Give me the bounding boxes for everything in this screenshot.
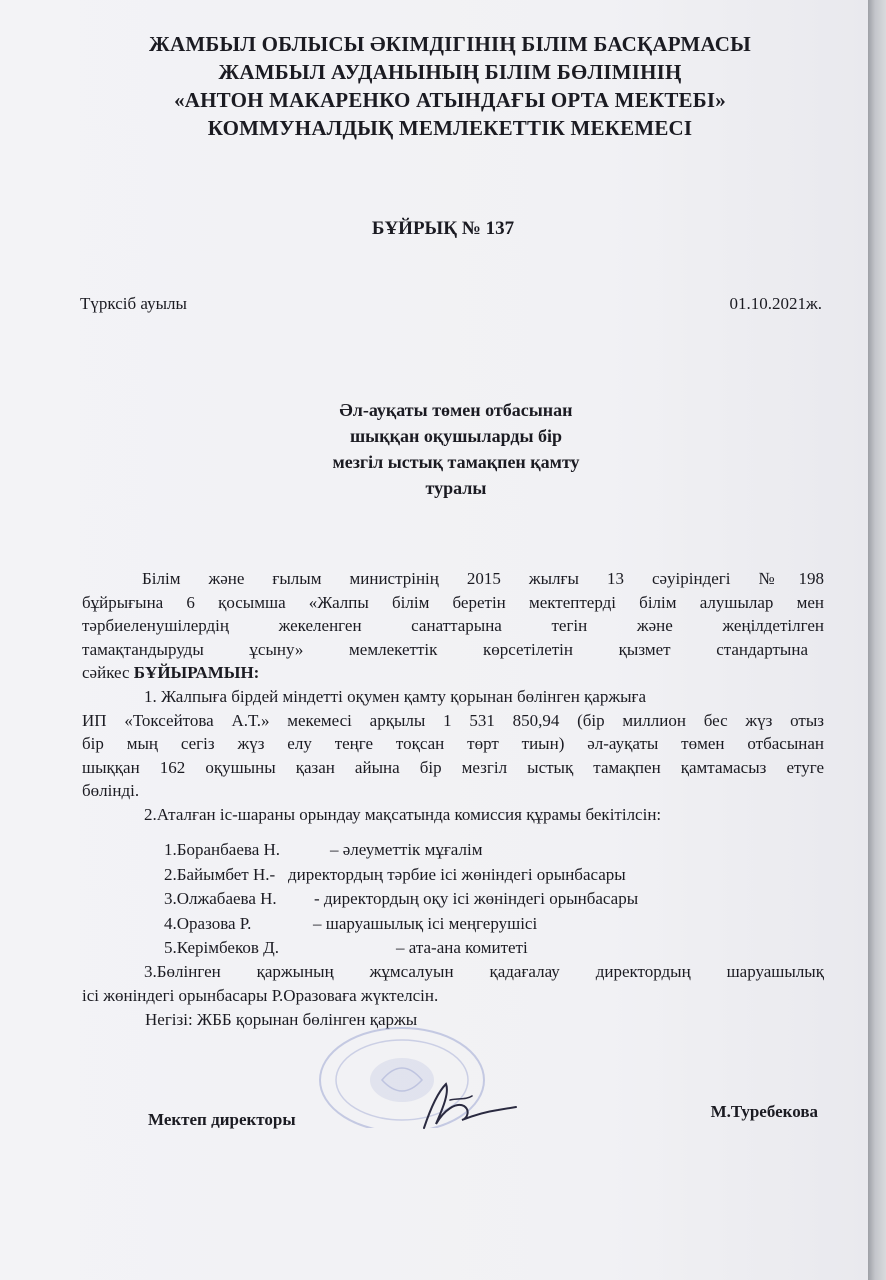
basis-line: Негізі: ЖББ қорынан бөлінген қаржы bbox=[145, 1010, 418, 1029]
member-row bbox=[164, 838, 638, 863]
member-row bbox=[164, 912, 638, 937]
order-title: БҰЙРЫҚ № 137 bbox=[371, 218, 515, 239]
member-name: 5.Керімбеков Д. bbox=[164, 938, 279, 957]
member-role: – ата-ана комитеті bbox=[396, 938, 528, 957]
preamble-last-line bbox=[82, 661, 824, 685]
subject-line: туралы bbox=[425, 478, 487, 498]
institution-header bbox=[60, 30, 840, 142]
preamble-line: бұйрығына 6 қосымша «Жалпы білім беретін мектептерді білім алушылар мен bbox=[82, 592, 824, 612]
subject-line: Әл-ауқаты төмен отбасынан bbox=[339, 400, 573, 420]
member-name: 4.Оразова Р. bbox=[164, 913, 252, 933]
page-edge bbox=[868, 0, 886, 1280]
item2-heading: 2.Аталған іс-шараны орындау мақсатында комиссия құрамы бекітілсін: bbox=[144, 804, 662, 824]
header-line: ЖАМБЫЛ АУДАНЫНЫҢ БІЛІМ БӨЛІМІНІҢ bbox=[218, 60, 682, 84]
member-role: - директордың оқу ісі жөніндегі орынбасары bbox=[314, 889, 639, 908]
item1-line: 1. Жалпыға бірдей міндетті оқумен қамту қорынан бөлінген қаржыға bbox=[144, 687, 647, 706]
commission-members bbox=[164, 838, 638, 961]
order-date: 01.10.2021ж. bbox=[729, 294, 822, 313]
item1-line: ИП «Токсейтова А.Т.» мекемесі арқылы 1 531 850,94 (бір миллион бес жүз отыз bbox=[82, 710, 824, 730]
header-line: «АНТОН МАКАРЕНКО АТЫНДАҒЫ ОРТА МЕКТЕБІ» bbox=[174, 88, 726, 112]
order-subject bbox=[236, 397, 676, 501]
preamble-line: тәрбиеленушілердің жекеленген санаттарына тегін және жеңілдетілген bbox=[82, 616, 824, 635]
director-title: Мектеп директоры bbox=[148, 1110, 296, 1129]
member-name: 2.Байымбет Н.- bbox=[164, 864, 276, 884]
member-row bbox=[164, 936, 638, 961]
item1-line: бір мың сегіз жүз елу теңге тоқсан төрт тиын) әл-ауқаты төмен отбасынан bbox=[82, 734, 824, 753]
member-role: директордың тәрбие ісі жөніндегі орынбасары bbox=[288, 864, 626, 884]
subject-line: мезгіл ыстық тамақпен қамту bbox=[332, 452, 580, 472]
item1-line: шыққан 162 оқушыны қазан айына бір мезгіл ыстық тамақпен қамтамасыз етуге bbox=[82, 757, 824, 777]
item3-line: ісі жөніндегі орынбасары Р.Оразоваға жүктелсін. bbox=[82, 985, 439, 1005]
item-3 bbox=[82, 960, 824, 1007]
subject-line: шыққан оқушыларды бір bbox=[349, 426, 563, 446]
director-signature bbox=[410, 1070, 520, 1140]
member-row bbox=[164, 887, 638, 912]
preamble-paragraph bbox=[82, 567, 824, 685]
director-name: М.Туребекова bbox=[710, 1102, 818, 1121]
order-directive: БҰЙЫРАМЫН: bbox=[133, 663, 260, 682]
member-row bbox=[164, 863, 638, 888]
item1-line: бөлінді. bbox=[82, 781, 140, 800]
preamble-line: Білім және ғылым министрінің 2015 жылғы 13 сәуіріндегі №198 bbox=[142, 569, 824, 588]
member-role: – әлеуметтік мұғалім bbox=[330, 840, 483, 859]
preamble-line: тамақтандыруды ұсыну» мемлекеттік көрсетілетін қызмет стандартына bbox=[82, 639, 808, 659]
item-1 bbox=[82, 685, 824, 826]
header-line: ЖАМБЫЛ ОБЛЫСЫ ӘКІМДІГІНІҢ БІЛІМ БАСҚАРМАСЫ bbox=[149, 32, 751, 56]
member-role: – шаруашылық ісі меңгерушісі bbox=[313, 913, 538, 933]
preamble-prefix: сәйкес bbox=[82, 663, 130, 682]
place-name: Түрксіб ауылы bbox=[80, 294, 187, 313]
member-name: 3.Олжабаева Н. bbox=[164, 889, 277, 908]
member-name: 1.Боранбаева Н. bbox=[164, 840, 281, 859]
item3-line: 3.Бөлінген қаржының жұмсалуын қадағалау директордың шаруашылық bbox=[144, 962, 824, 981]
header-line: КОММУНАЛДЫҚ МЕМЛЕКЕТТІК МЕКЕМЕСІ bbox=[207, 116, 693, 140]
